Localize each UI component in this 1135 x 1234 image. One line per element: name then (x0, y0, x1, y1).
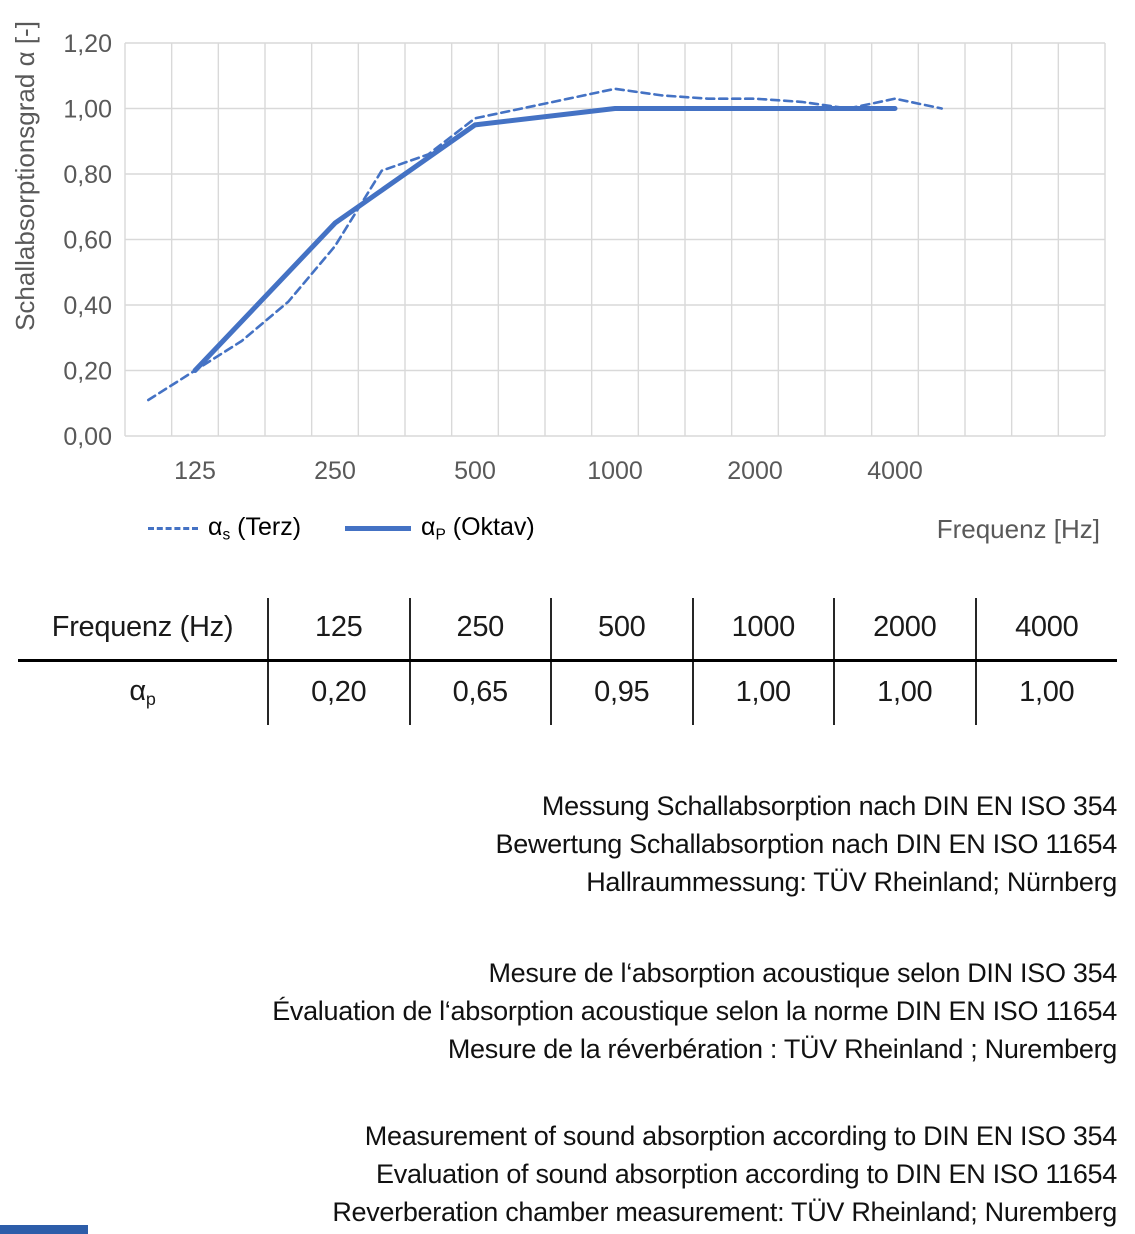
table-header-frequency: Frequenz (Hz) (18, 598, 268, 661)
note-line: Reverberation chamber measurement: TÜV Rheinland; Nuremberg (332, 1197, 1117, 1228)
legend-dashed-line-sample (148, 527, 198, 530)
note-line: Mesure de la réverbération : TÜV Rheinland ; Nuremberg (447, 1034, 1117, 1065)
note-line: Evaluation of sound absorption according to DIN EN ISO 11654 (376, 1159, 1117, 1190)
note-line: Évaluation de l‘absorption acoustique selon la norme DIN EN ISO 11654 (272, 996, 1117, 1027)
legend-label-alpha-p-oktav: $\alpha_P$ (Oktav) (421, 513, 535, 544)
notes-french (0, 954, 1135, 1068)
bottom-blue-bar (0, 1225, 88, 1234)
table-header-1000: 1000 (693, 598, 835, 661)
y-tick-label: 0,60 (63, 226, 112, 255)
x-tick-label: 1000 (587, 457, 643, 485)
table-row-label-alpha-p: $\alpha_p$ (129, 675, 156, 710)
y-tick-label: 0,20 (63, 357, 112, 386)
table-alpha-p-row (18, 661, 1117, 726)
table-value-250: 0,65 (410, 661, 552, 726)
absorption-values-table (18, 598, 1117, 725)
table-header-500: 500 (551, 598, 693, 661)
y-tick-label: 0,40 (63, 292, 112, 320)
y-tick-label: 1,00 (63, 95, 112, 124)
note-line: Bewertung Schallabsorption nach DIN EN ISO 11654 (495, 829, 1117, 860)
notes-german (0, 787, 1135, 901)
x-tick-label: 2000 (727, 457, 783, 485)
note-line: Mesure de l‘absorption acoustique selon DIN ISO 354 (488, 958, 1117, 989)
legend-solid-line-sample (345, 526, 411, 531)
x-axis-title: Frequenz [Hz] (936, 513, 1100, 544)
legend-label-alpha-s-terz: $\alpha_s$ (Terz) (208, 513, 302, 544)
table-header-250: 250 (410, 598, 552, 661)
y-tick-label: 0,00 (63, 423, 112, 451)
note-line: Messung Schallabsorption nach DIN EN ISO 354 (541, 791, 1117, 822)
y-tick-label: 1,20 (63, 30, 112, 58)
note-line: Measurement of sound absorption according to DIN EN ISO 354 (364, 1121, 1117, 1152)
note-line: Hallraummessung: TÜV Rheinland; Nürnberg (586, 867, 1117, 898)
chart-legend (148, 513, 535, 544)
table-header-125: 125 (268, 598, 410, 661)
table-value-1000: 1,00 (693, 661, 835, 726)
x-tick-label: 4000 (867, 457, 923, 485)
x-tick-label: 250 (314, 457, 356, 485)
x-tick-label: 125 (174, 457, 216, 485)
table-header-row (18, 598, 1117, 661)
notes-english (0, 1117, 1135, 1231)
table-value-2000: 1,00 (834, 661, 976, 726)
table-value-125: 0,20 (268, 661, 410, 726)
y-tick-label: 0,80 (63, 161, 112, 189)
table-header-4000: 4000 (976, 598, 1118, 661)
chart-canvas (0, 0, 1135, 490)
chart-legend-row (0, 506, 1135, 552)
table-value-500: 0,95 (551, 661, 693, 726)
sound-absorption-chart (0, 0, 1135, 490)
table-value-4000: 1,00 (976, 661, 1118, 726)
x-tick-label: 500 (454, 457, 496, 485)
y-axis-title: Schallabsorptionsgrad α [-] (10, 21, 40, 331)
table-header-2000: 2000 (834, 598, 976, 661)
